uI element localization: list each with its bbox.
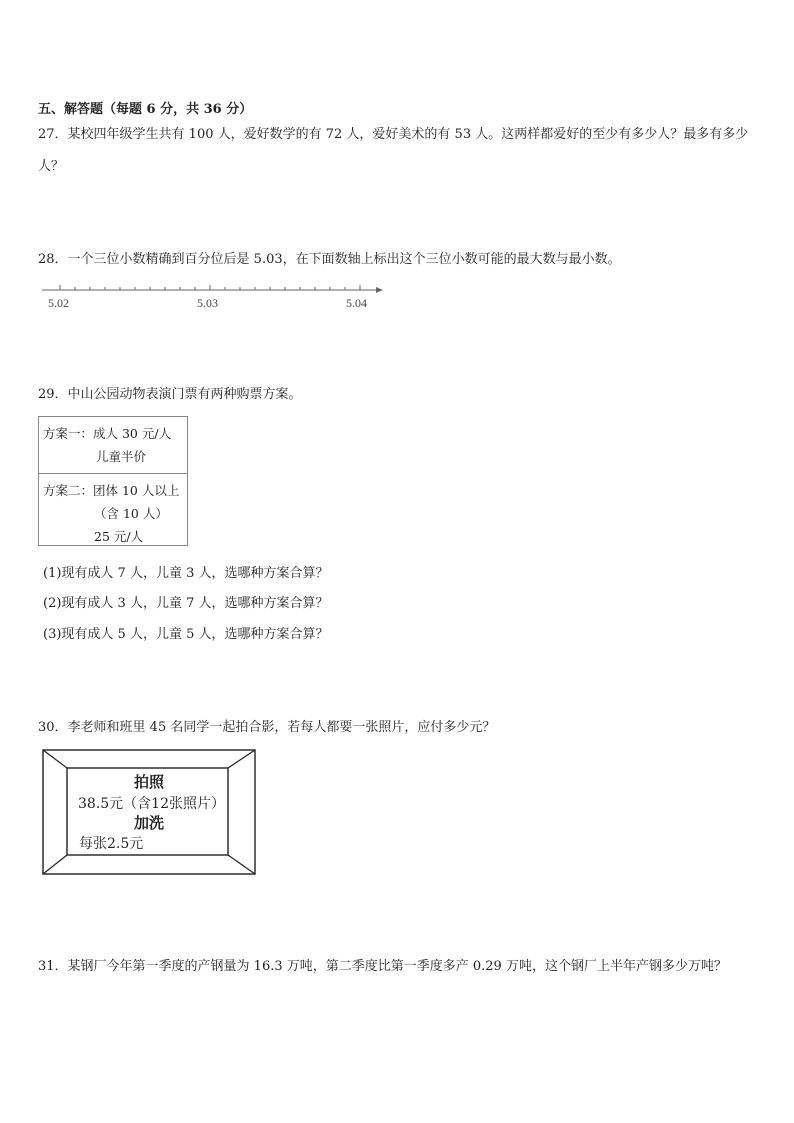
plan-divider xyxy=(39,473,187,474)
question-27: 27．某校四年级学生共有 100 人，爱好数学的有 72 人，爱好美术的有 53 人。这两样都爱好的至少有多少人？最多有多少人？ xyxy=(38,127,749,174)
number-line xyxy=(38,280,383,316)
photo-title: 拍照 xyxy=(134,773,165,791)
plan-two-line3: 25 元/人 xyxy=(94,529,144,544)
photo-price: 38.5元（含12张照片） xyxy=(78,796,225,812)
number-line-ticks xyxy=(60,285,360,290)
question-31: 31．某钢厂今年第一季度的产钢量为 16.3 万吨，第二季度比第一季度多产 0.29 万吨，这个钢厂上半年产钢多少万吨？ xyxy=(38,959,727,974)
question-29-sub1: (1)现有成人 7 人，儿童 3 人，选哪种方案合算？ xyxy=(43,566,329,581)
plan-two-line2: （含 10 人） xyxy=(94,506,168,521)
reprint-price: 每张2.5元 xyxy=(79,836,144,852)
question-29-sub2: (2)现有成人 3 人，儿童 7 人，选哪种方案合算？ xyxy=(43,596,329,611)
ticket-plan-box xyxy=(38,416,188,546)
question-29-sub3: (3)现有成人 5 人，儿童 5 人，选哪种方案合算？ xyxy=(43,627,329,642)
photo-price-frame xyxy=(42,749,256,875)
axis-label-middle: 5.03 xyxy=(197,296,218,310)
plan-one-line1: 方案一：成人 30 元/人 xyxy=(43,426,172,441)
question-30: 30．李老师和班里 45 名同学一起拍合影，若每人都要一张照片，应付多少元？ xyxy=(38,720,496,735)
question-29: 29．中山公园动物表演门票有两种购票方案。 xyxy=(38,387,302,402)
plan-one-line2: 儿童半价 xyxy=(96,449,147,464)
axis-label-end: 5.04 xyxy=(346,296,367,310)
reprint-title: 加洗 xyxy=(134,814,165,832)
number-line-arrow-icon xyxy=(376,287,383,293)
plan-two-line1: 方案二：团体 10 人以上 xyxy=(43,483,180,498)
question-28: 28．一个三位小数精确到百分位后是 5.03，在下面数轴上标出这个三位小数可能的最大数与最小数。 xyxy=(38,252,621,267)
axis-label-start: 5.02 xyxy=(48,296,69,310)
section-title: 五、解答题（每题 6 分，共 36 分） xyxy=(38,102,253,117)
